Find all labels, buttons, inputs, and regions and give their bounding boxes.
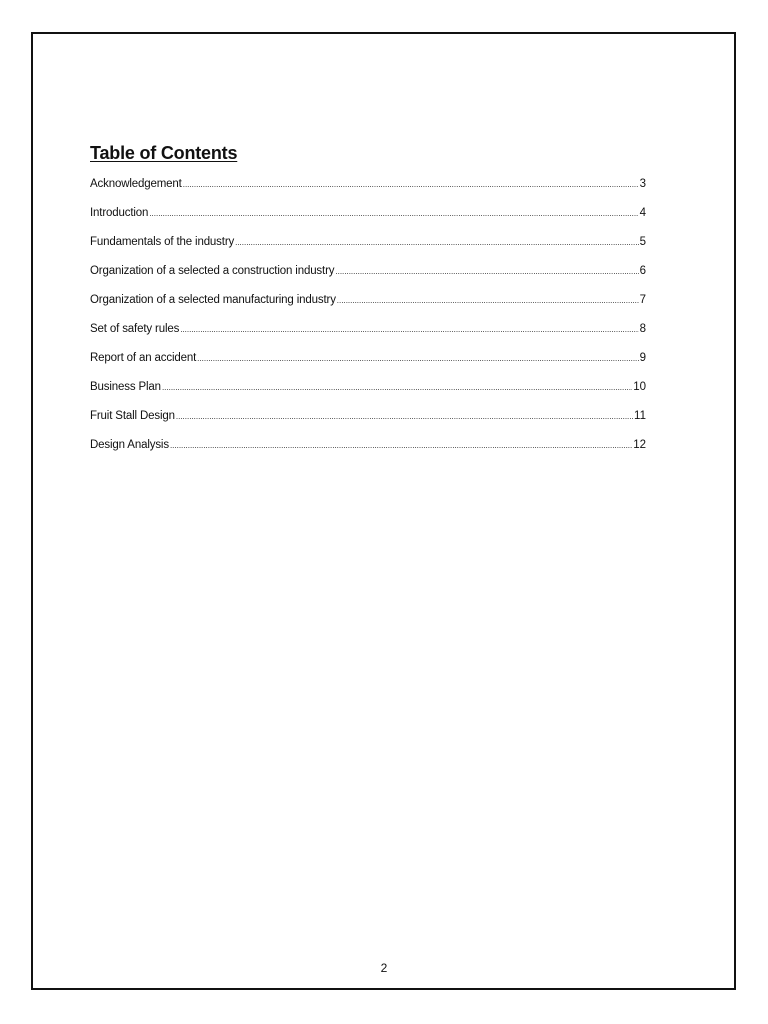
toc-entry-safety-rules[interactable]: [90, 323, 646, 352]
toc-entry-construction-industry[interactable]: [90, 265, 646, 294]
toc-entry-label: Acknowledgement: [90, 178, 182, 190]
toc-entry-page: 7: [639, 294, 646, 306]
toc-entry-label: Business Plan: [90, 381, 161, 393]
page-border: [31, 32, 736, 990]
toc-entry-introduction[interactable]: [90, 207, 646, 236]
toc-entry-business-plan[interactable]: [90, 381, 646, 410]
toc-leader-dots: [235, 238, 638, 247]
toc-leader-dots: [162, 383, 632, 392]
toc-entry-label: Set of safety rules: [90, 323, 180, 335]
toc-list: [90, 178, 646, 468]
toc-leader-dots: [337, 296, 639, 305]
toc-entry-acknowledgement[interactable]: [90, 178, 646, 207]
toc-entry-label: Design Analysis: [90, 439, 169, 451]
page-number: 2: [380, 961, 388, 975]
toc-leader-dots: [335, 267, 638, 276]
toc-entry-label: Organization of a selected a construction industry: [90, 265, 335, 277]
toc-entry-page: 12: [633, 439, 646, 451]
toc-entry-page: 5: [639, 236, 646, 248]
toc-entry-accident-report[interactable]: [90, 352, 646, 381]
toc-entry-page: 11: [634, 410, 646, 422]
toc-leader-dots: [197, 354, 638, 363]
toc-entry-label: Report of an accident: [90, 352, 197, 364]
toc-leader-dots: [149, 209, 638, 218]
toc-entry-page: 8: [639, 323, 646, 335]
toc-entry-page: 10: [633, 381, 646, 393]
toc-entry-page: 4: [639, 207, 646, 219]
toc-entry-fruit-stall-design[interactable]: [90, 410, 646, 439]
toc-leader-dots: [176, 412, 633, 421]
toc-entry-label: Organization of a selected manufacturing industry: [90, 294, 336, 306]
toc-entry-fundamentals[interactable]: [90, 236, 646, 265]
toc-leader-dots: [183, 180, 639, 189]
toc-entry-label: Fundamentals of the industry: [90, 236, 235, 248]
toc-entry-page: 3: [639, 178, 646, 190]
toc-title: Table of Contents: [90, 143, 238, 163]
toc-entry-page: 9: [639, 352, 646, 364]
toc-entry-label: Fruit Stall Design: [90, 410, 175, 422]
toc-leader-dots: [180, 325, 638, 334]
toc-entry-manufacturing-industry[interactable]: [90, 294, 646, 323]
toc-entry-label: Introduction: [90, 207, 149, 219]
toc-entry-page: 6: [639, 265, 646, 277]
toc-leader-dots: [170, 441, 632, 450]
toc-entry-design-analysis[interactable]: [90, 439, 646, 468]
